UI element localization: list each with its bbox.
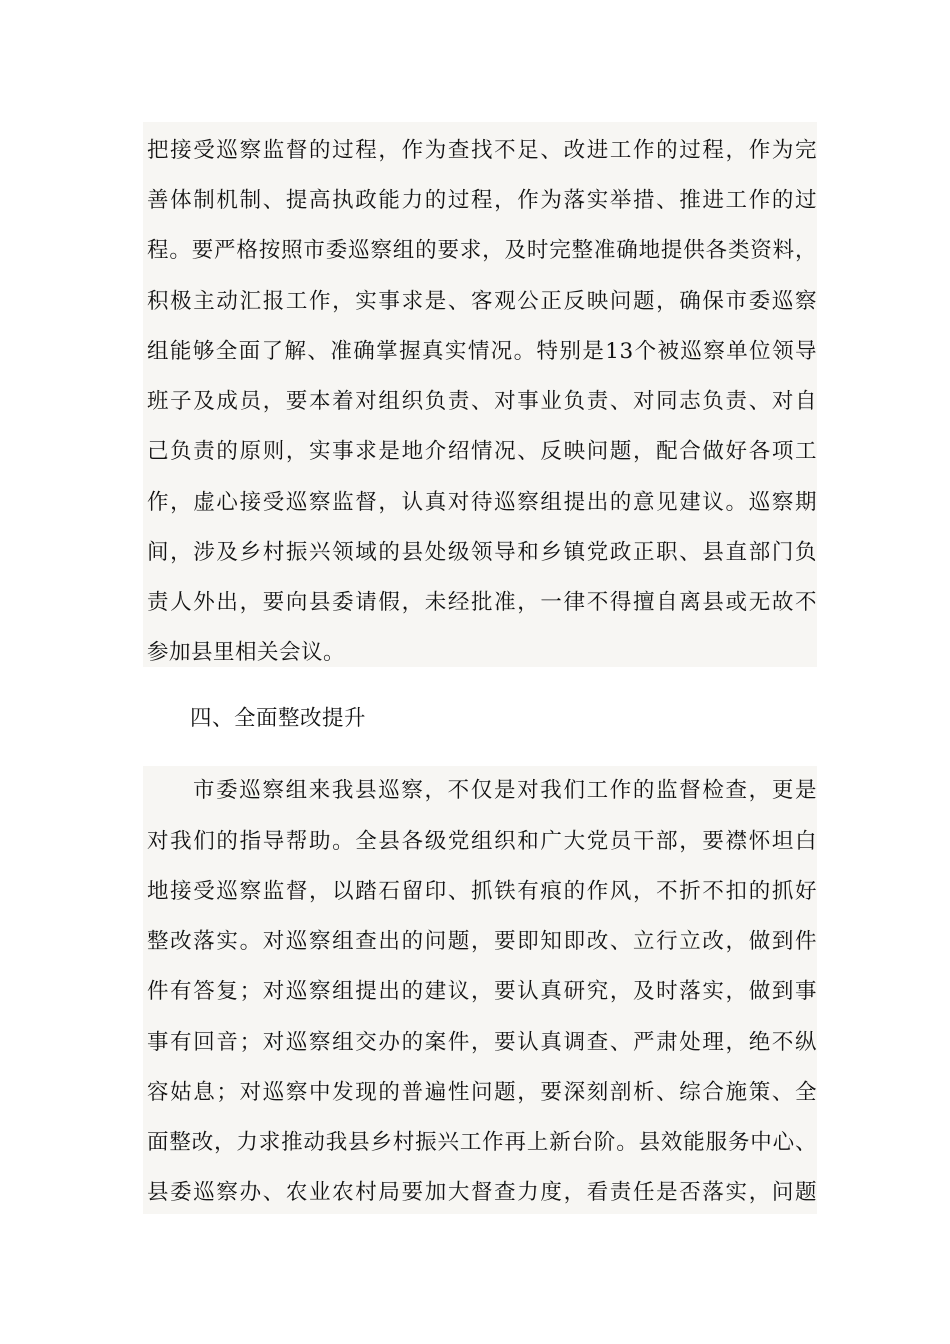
paragraph-line: 事有回音；对巡察组交办的案件，要认真调查、严肃处理，绝不纵 <box>147 1030 817 1055</box>
paragraph-line: 积极主动汇报工作，实事求是、客观公正反映问题，确保市委巡察 <box>147 289 817 314</box>
paragraph-line: 参加县里相关会议。 <box>147 640 346 665</box>
paragraph-line: 己负责的原则，实事求是地介绍情况、反映问题，配合做好各项工 <box>147 439 817 464</box>
paragraph-line: 县委巡察办、农业农村局要加大督查力度，看责任是否落实，问题 <box>147 1180 817 1205</box>
paragraph-line: 班子及成员，要本着对组织负责、对事业负责、对同志负责、对自 <box>147 389 817 414</box>
paragraph-line: 程。要严格按照市委巡察组的要求，及时完整准确地提供各类资料， <box>147 238 817 263</box>
paragraph-rectification <box>143 766 817 1214</box>
paragraph-line: 件有答复；对巡察组提出的建议，要认真研究，及时落实，做到事 <box>147 979 817 1004</box>
section-heading: 四、全面整改提升 <box>190 706 367 731</box>
paragraph-line: 间，涉及乡村振兴领域的县处级领导和乡镇党政正职、县直部门负 <box>147 540 817 565</box>
paragraph-line: 把接受巡察监督的过程，作为查找不足、改进工作的过程，作为完 <box>147 138 817 163</box>
paragraph-line: 对我们的指导帮助。全县各级党组织和广大党员干部，要襟怀坦白 <box>147 829 817 854</box>
paragraph-line: 整改落实。对巡察组查出的问题，要即知即改、立行立改，做到件 <box>147 929 817 954</box>
paragraph-inspection-cooperation <box>143 122 817 667</box>
paragraph-line: 容姑息；对巡察中发现的普遍性问题，要深刻剖析、综合施策、全 <box>147 1080 817 1105</box>
paragraph-line: 善体制机制、提高执政能力的过程，作为落实举措、推进工作的过 <box>147 188 817 213</box>
paragraph-line: 组能够全面了解、准确掌握真实情况。特别是13个被巡察单位领导 <box>147 339 817 364</box>
paragraph-line: 面整改，力求推动我县乡村振兴工作再上新台阶。县效能服务中心、 <box>147 1130 817 1155</box>
paragraph-line: 责人外出，要向县委请假，未经批准，一律不得擅自离县或无故不 <box>147 590 817 615</box>
paragraph-line: 市委巡察组来我县巡察，不仅是对我们工作的监督检查，更是 <box>193 778 817 803</box>
paragraph-line: 作，虚心接受巡察监督，认真对待巡察组提出的意见建议。巡察期 <box>147 490 817 515</box>
paragraph-line: 地接受巡察监督，以踏石留印、抓铁有痕的作风，不折不扣的抓好 <box>147 879 817 904</box>
